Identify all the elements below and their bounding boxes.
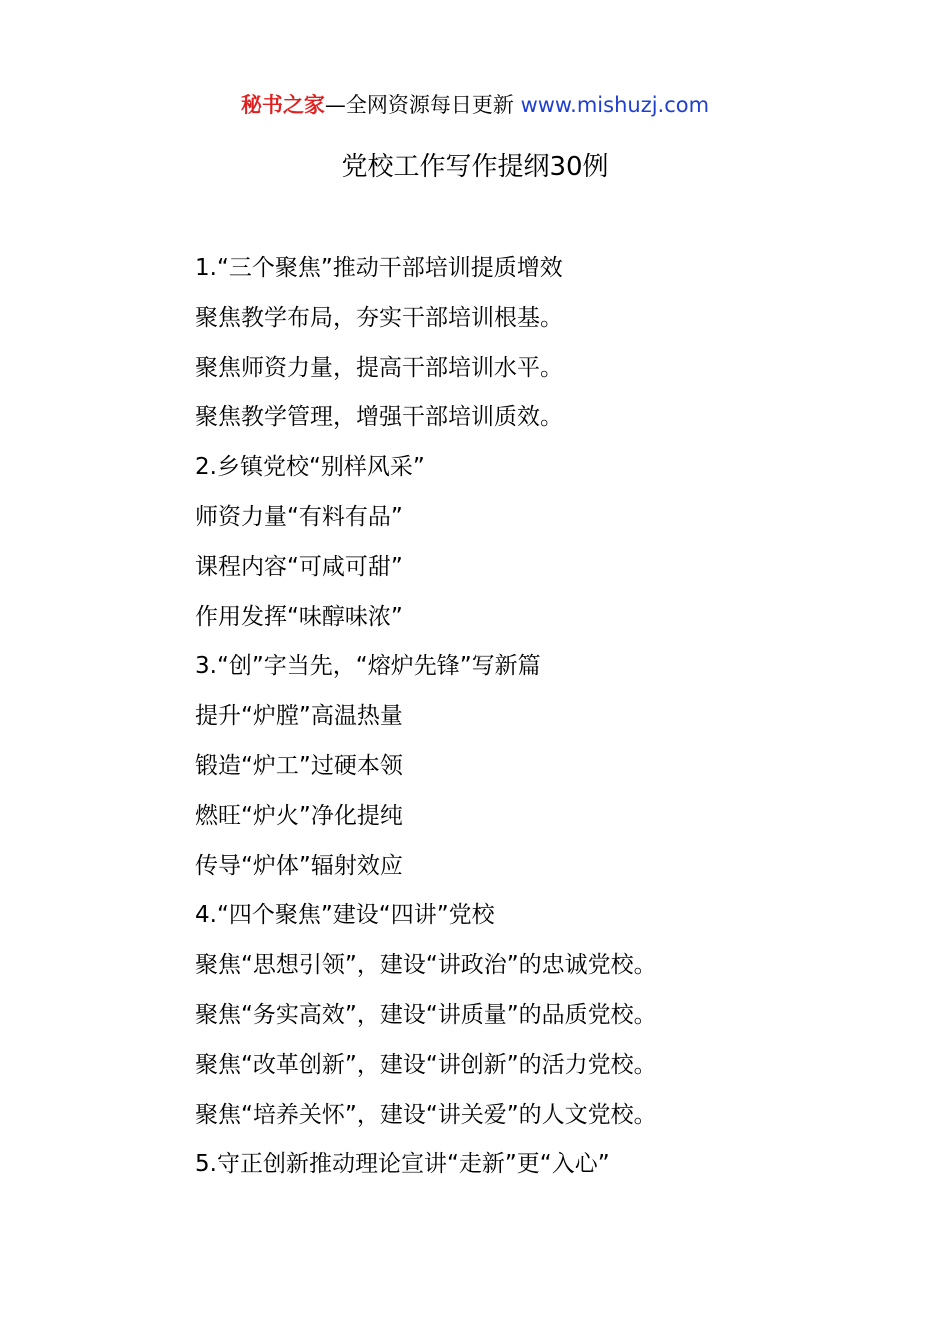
outline-line: 提升“炉膛”高温热量 — [195, 703, 403, 730]
outline-line: 锻造“炉工”过硬本领 — [195, 752, 403, 779]
outline-line: 燃旺“炉火”净化提纯 — [195, 802, 403, 829]
site-tagline: —全网资源每日更新 — [324, 93, 521, 117]
outline-line: 5.守正创新推动理论宣讲“走新”更“入心” — [195, 1151, 610, 1178]
outline-line: 聚焦师资力量，提高干部培训水平。 — [195, 354, 563, 381]
outline-line: 聚焦“思想引领”，建设“讲政治”的忠诚党校。 — [195, 952, 657, 979]
outline-line: 聚焦教学布局，夯实干部培训根基。 — [195, 304, 563, 331]
outline-line: 聚焦“改革创新”，建设“讲创新”的活力党校。 — [195, 1051, 657, 1078]
outline-line: 聚焦“培养关怀”，建设“讲关爱”的人文党校。 — [195, 1101, 657, 1128]
outline-line: 师资力量“有料有品” — [195, 503, 403, 530]
site-header — [0, 88, 950, 122]
document-title: 党校工作写作提纲30例 — [341, 152, 609, 182]
outline-line: 3.“创”字当先，“熔炉先锋”写新篇 — [195, 653, 541, 680]
site-url-link[interactable]: www.mishuzj.com — [520, 93, 710, 117]
outline-line: 课程内容“可咸可甜” — [195, 553, 403, 580]
outline-line: 聚焦教学管理，增强干部培训质效。 — [195, 404, 563, 431]
outline-line: 1.“三个聚焦”推动干部培训提质增效 — [195, 255, 563, 281]
outline-line: 聚焦“务实高效”，建设“讲质量”的品质党校。 — [195, 1001, 657, 1028]
outline-line: 作用发挥“味醇味浓” — [195, 603, 403, 630]
outline-line: 4.“四个聚焦”建设“四讲”党校 — [195, 902, 495, 929]
outline-line: 传导“炉体”辐射效应 — [195, 852, 403, 879]
outline-line: 2.乡镇党校“别样风采” — [195, 454, 425, 481]
site-brand: 秘书之家 — [240, 93, 325, 117]
document-body — [195, 244, 915, 1190]
